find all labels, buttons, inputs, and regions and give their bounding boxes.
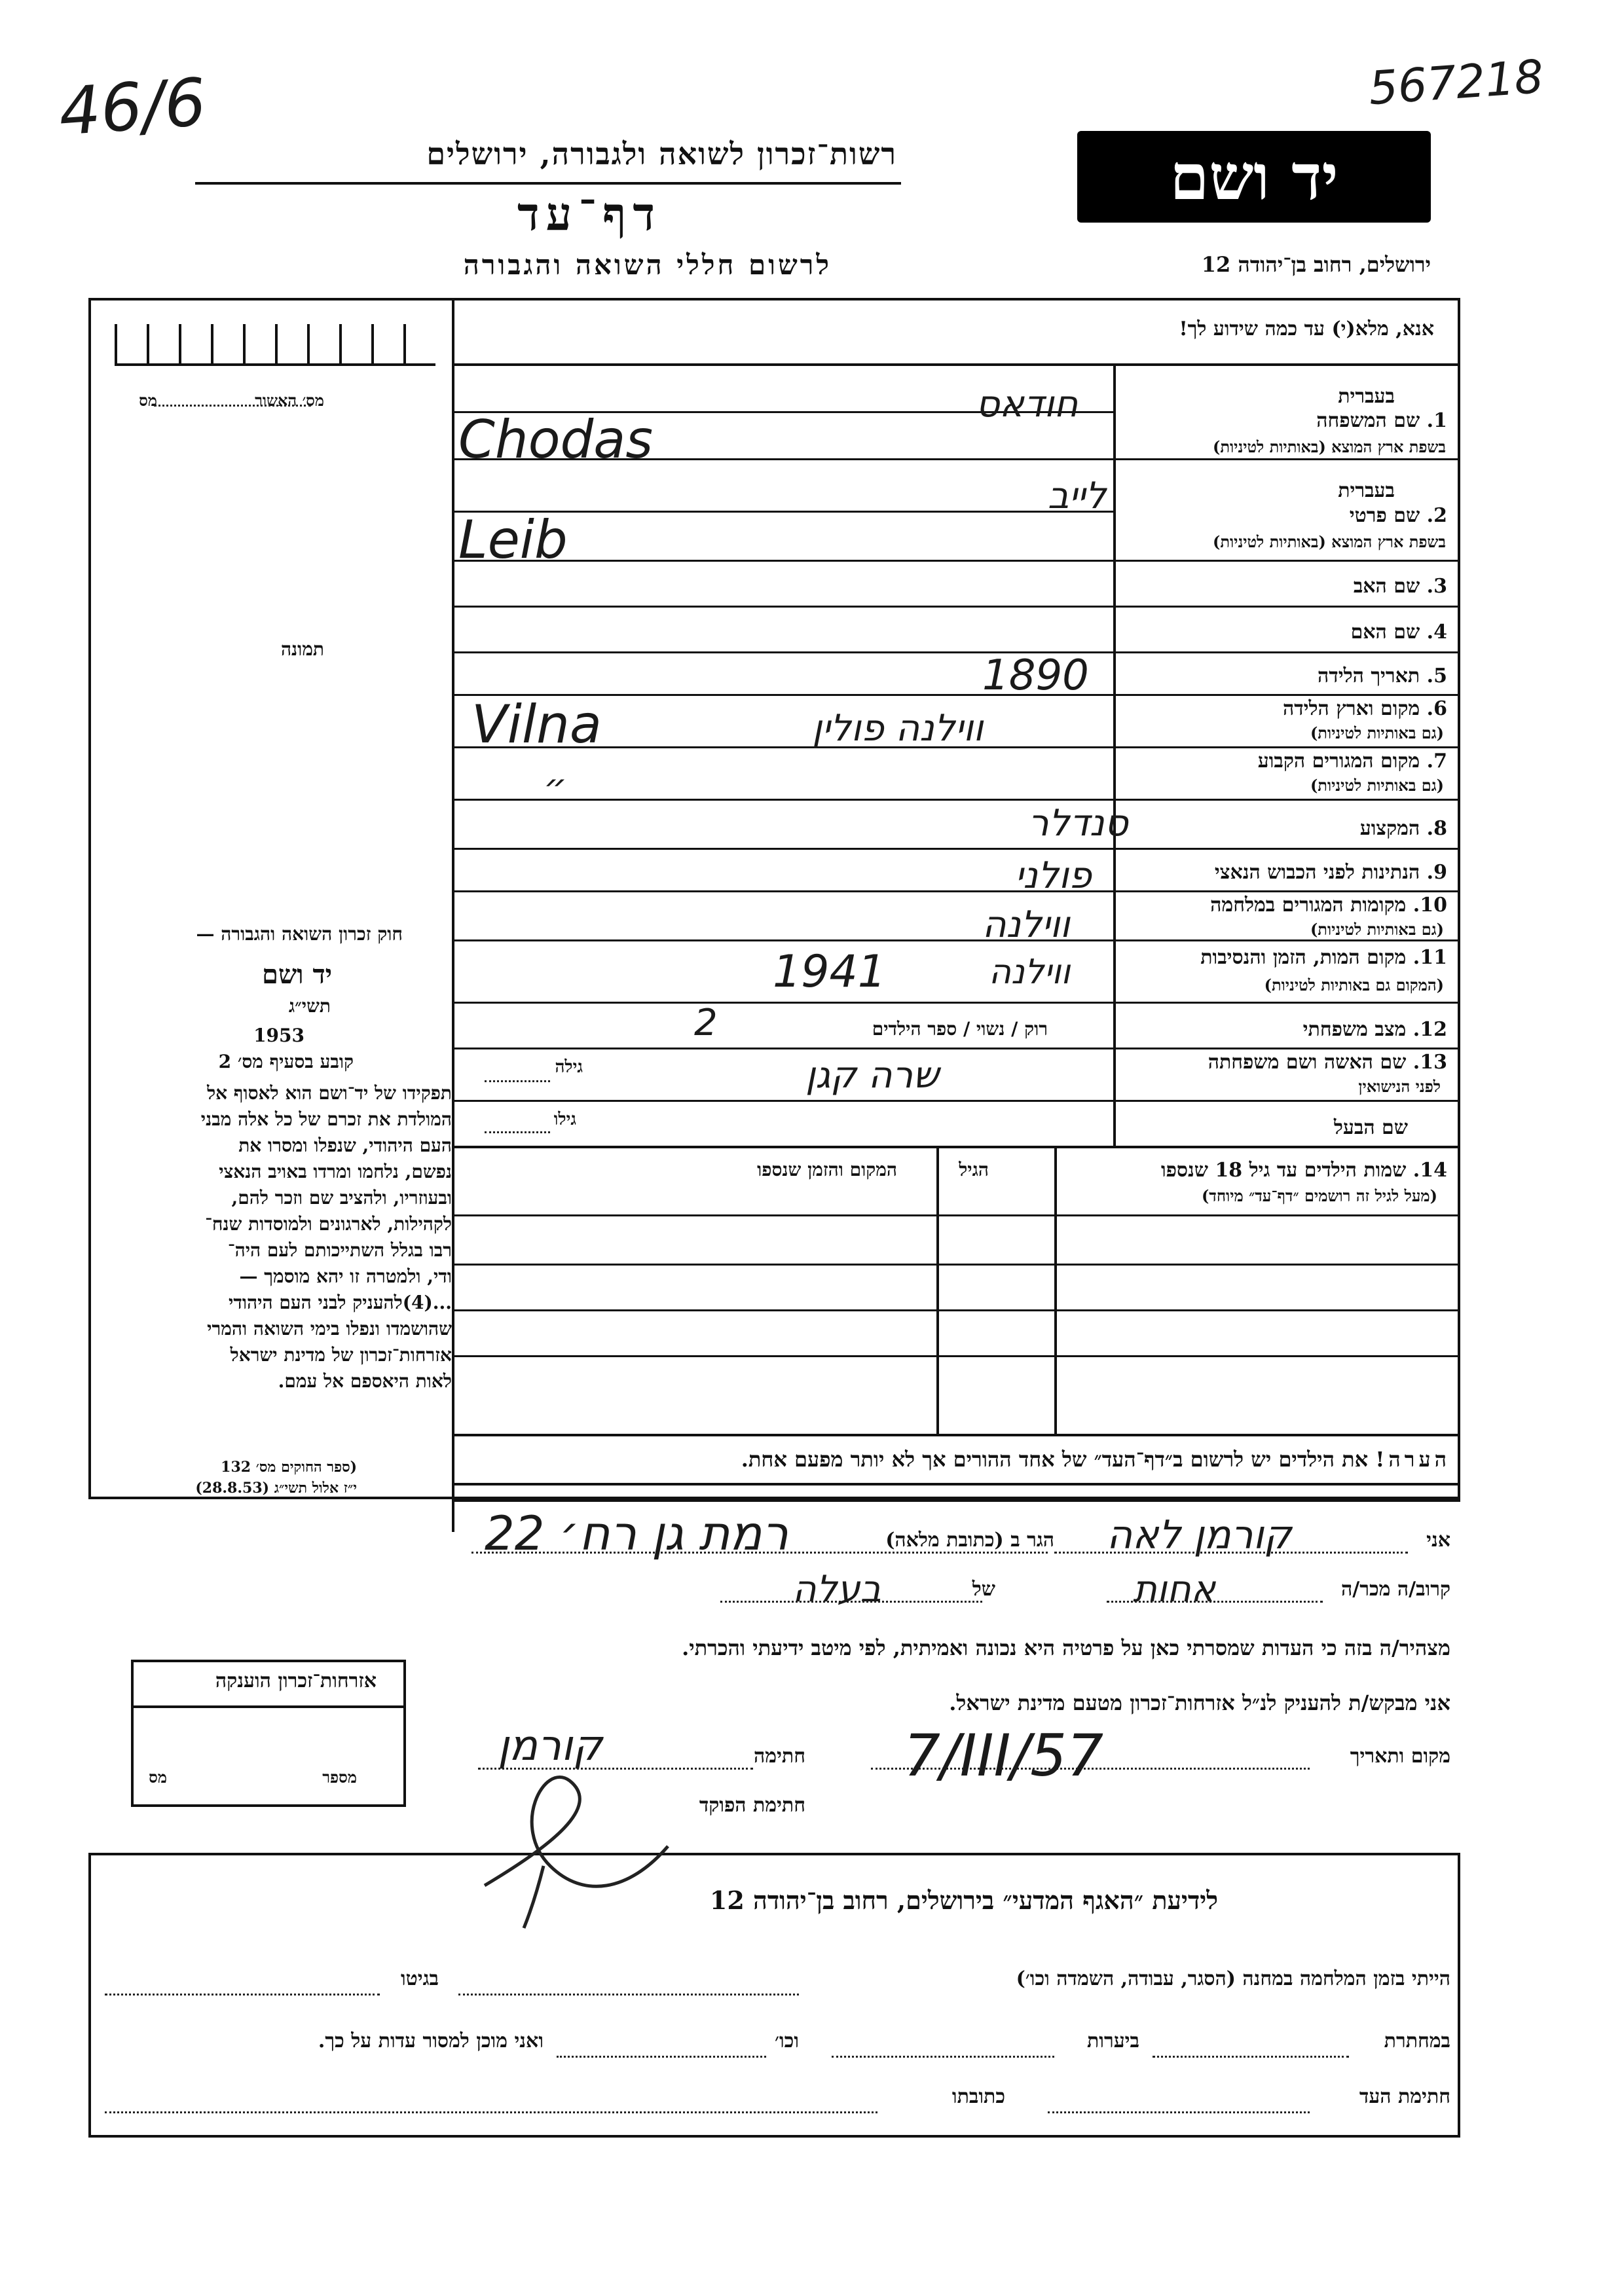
children-number: 14. — [1412, 1159, 1447, 1182]
declarant-relative: קרוב/ה מכר/ה — [1341, 1578, 1450, 1601]
field-10-number: 10. — [1412, 894, 1447, 917]
row-line-3 — [454, 606, 1460, 608]
row-line-4 — [454, 651, 1460, 653]
form-subtitle: לרשום חללי השואה והגבורה — [463, 249, 832, 281]
field-2-heb: בעברית — [1338, 479, 1395, 502]
children-row-1 — [454, 1214, 1460, 1216]
col-age: הגיל — [959, 1159, 989, 1180]
law-logo — [262, 959, 332, 990]
hw-surname-lat: Chodas — [458, 409, 653, 470]
footer-ready: ואני מוכן למסור עדות על כך. — [318, 2030, 544, 2052]
law-line-8: ודי, ולמטרה זו יהא מוסמך — — [239, 1266, 452, 1287]
hw-wife: שרה קגן — [805, 1054, 939, 1097]
hw-date: 7/III/57 — [904, 1722, 1104, 1789]
hw-first-heb: לייב — [1048, 475, 1107, 517]
field-13-number: 13. — [1412, 1051, 1447, 1074]
field-9-label — [1215, 861, 1447, 884]
field-5-label — [1318, 665, 1447, 687]
hw-profession: סנדלר — [1028, 802, 1128, 845]
law-line-12: לאות היאספם אל עמם. — [278, 1370, 452, 1392]
footer-underground: במחתרת — [1384, 2030, 1450, 2052]
citizenship-no: מס — [149, 1768, 167, 1787]
law-logo-text: יד ושם — [262, 959, 333, 990]
signature-flourish — [471, 1768, 720, 1931]
children-note: (מעל לגיל זה רושמים ״דף־עד״ מיוחד) — [1201, 1186, 1437, 1205]
field-8-text: המקצוע — [1359, 817, 1420, 840]
authority-underline — [195, 182, 901, 185]
field-8-number: 8. — [1426, 817, 1447, 840]
field-10-text: מקומות המגורים במלחמה — [1210, 894, 1407, 917]
declarant-i: אני — [1426, 1529, 1450, 1552]
field-3-text: שם האב — [1353, 575, 1420, 598]
row-line-7 — [454, 799, 1460, 801]
husband-age-label: גילו — [553, 1110, 576, 1129]
wife-age-field[interactable] — [485, 1080, 550, 1082]
partisans-field[interactable] — [832, 2056, 1054, 2058]
field-10-note: (גם באותיות לטיניות) — [1310, 920, 1444, 939]
logo-text: יד ושם — [1170, 139, 1338, 214]
hw-declarant-name: קורמן לאה — [1107, 1512, 1292, 1558]
field-11-note: (המקום גם באותיות לטיניות) — [1264, 975, 1444, 994]
law-line-2: המולדת את זכרם של כל אלה מבני — [200, 1108, 452, 1130]
row-line-8 — [454, 848, 1460, 850]
field-4-number: 4. — [1426, 621, 1447, 644]
children-row-3 — [454, 1309, 1460, 1311]
row-line-2 — [454, 560, 1460, 562]
husband-label: שם הבעל — [1333, 1116, 1408, 1139]
hw-birth-place-heb: ווילנה פולין — [812, 707, 984, 750]
law-line-3: העם היהודי, שנפלו ומסרו את — [238, 1135, 452, 1156]
photo-label: תמונה — [280, 638, 324, 660]
field-2-text: שם פרטי — [1349, 504, 1420, 527]
hw-residence: ״ — [544, 766, 568, 809]
law-section: קובע בסעיף מס׳ 2 — [218, 1051, 354, 1072]
hw-surname-heb: חודאס — [976, 383, 1079, 426]
law-line-5: ובעוזריו, ולהציב שם וזכר להם, — [231, 1187, 452, 1209]
husband-age-field[interactable] — [485, 1131, 550, 1133]
stamp-number: 567218 — [1367, 49, 1545, 116]
hw-war-residence: ווילנה — [982, 903, 1070, 946]
hw-nationality: פולני — [1015, 854, 1092, 897]
children-row-2 — [454, 1264, 1460, 1266]
ghetto-field[interactable] — [105, 1994, 380, 1995]
field-13-label — [1208, 1051, 1447, 1074]
hw-first-lat: Leib — [458, 509, 568, 570]
law-line-11: אזרחות־זכרון של מדינת ישראל — [230, 1344, 452, 1366]
footer-address: כתובתו — [951, 2085, 1005, 2108]
law-heading: חוק זכרון השואה והגבורה — — [196, 923, 403, 945]
field-1-label — [1316, 409, 1447, 432]
field-2-number: 2. — [1426, 504, 1447, 527]
row-line-13 — [454, 1100, 1460, 1102]
marital-options: רוק / נשוי / ספר הילדים — [872, 1018, 1048, 1040]
hw-relation-of: בעלה — [792, 1568, 881, 1611]
footer-partisans: ביערות — [1086, 2030, 1139, 2052]
hw-death-place: ווילנה — [989, 953, 1071, 992]
handwritten-reference: 46/6 — [56, 64, 209, 151]
field-2-note: בשפת ארץ המוצא (באותיות לטיניות) — [1213, 532, 1446, 551]
hw-address: רמת גן רח׳ 22 — [485, 1506, 789, 1561]
approval-label: מס׳ האשור — [255, 391, 324, 410]
approval-no: מס — [139, 391, 157, 410]
place-date-label: מקום ותאריך — [1350, 1745, 1450, 1768]
witness-signature-field[interactable] — [1048, 2111, 1310, 2113]
row-line-10 — [454, 939, 1460, 941]
hw-birth-place-lat: Vilna — [471, 694, 602, 755]
field-12-number: 12. — [1412, 1018, 1447, 1041]
field-5-text: תאריך הלידה — [1318, 665, 1420, 687]
camp-field[interactable] — [458, 1994, 799, 1995]
field-9-number: 9. — [1426, 861, 1447, 884]
footer-heading: לידיעת ״האגף המדעי״ בירושלים, רחוב בן־יהודה 12 — [709, 1886, 1218, 1915]
row-line-9 — [454, 890, 1460, 892]
hw-signature: קורמן — [498, 1722, 602, 1770]
request-line: אנא, מלא(י) עד כמה שידוע לך! — [1179, 318, 1434, 340]
note-underline — [454, 1483, 1460, 1485]
witness-signature-label: חתימת העד — [1359, 2085, 1450, 2108]
field-11-text: מקום המות, הזמן והנסיבות — [1200, 946, 1407, 969]
row-line-12 — [454, 1048, 1460, 1049]
field-13-note: לפני הנישואין — [1358, 1077, 1441, 1096]
children-col-1 — [936, 1146, 939, 1434]
row-line-11 — [454, 1002, 1460, 1004]
field-5-number: 5. — [1426, 665, 1447, 687]
declarant-of: של — [972, 1578, 995, 1601]
officer-signature-label: חתימת הפוקד — [699, 1794, 805, 1817]
col-place: המקום והזמן שנספו — [757, 1159, 897, 1180]
field-4-text: שם האם — [1350, 621, 1420, 644]
hw-relation: אחות — [1133, 1568, 1216, 1611]
field-3-label — [1354, 575, 1447, 598]
declarant-top-line — [454, 1499, 1460, 1502]
law-line-6: לקהילות, לארגונים ולמוסדות שנח־ — [205, 1213, 452, 1235]
law-line-10: שהושמדו ונפלו בימי השואה והמרי — [207, 1318, 452, 1339]
field-3-number: 3. — [1426, 575, 1447, 598]
law-line-4: נפשם, נלחמו ומרדו באויב הנאצי — [219, 1161, 452, 1182]
citizenship-number: מספר — [322, 1768, 357, 1787]
children-count: 2 — [694, 1002, 718, 1044]
field-7-text: מקום המגורים הקבוע — [1257, 750, 1420, 773]
field-4-label — [1351, 621, 1447, 644]
field-13-text: שם האשה ושם משפחתה — [1208, 1051, 1407, 1074]
field-1-text: שם המשפחה — [1316, 409, 1420, 432]
left-column-divider — [452, 298, 454, 1532]
field-7-number: 7. — [1426, 750, 1447, 773]
approval-field[interactable] — [154, 405, 311, 407]
field-11-number: 11. — [1412, 946, 1447, 969]
other-field[interactable] — [557, 2056, 766, 2058]
authority-name: רשות־זכרון לשואה ולגבורה, ירושלים — [426, 136, 897, 172]
footer-line-1: הייתי בזמן המלחמה במחנה (הסגר, עבודה, השמדה וכו׳) — [1016, 1967, 1450, 1990]
field-1-number: 1. — [1426, 409, 1447, 432]
field-6-label — [1283, 697, 1447, 720]
note-title: הערה! — [1375, 1447, 1450, 1472]
request-text: אני מבקש/ת להעניק לנ״ל אזרחות־זכרון מטעם מדינת ישראל. — [949, 1690, 1450, 1715]
law-year: 1953 — [253, 1025, 304, 1046]
note-text: את הילדים יש לרשום ב״דף־העד״ של אחד ההורים אך לא יותר מפעם אחת. — [741, 1447, 1369, 1472]
field-7-label — [1258, 750, 1447, 773]
hw-birth-year: 1890 — [982, 651, 1089, 700]
citizenship-title: אזרחות־זכרון הוענקה — [215, 1669, 377, 1692]
field-8-label — [1360, 817, 1447, 840]
field-6-note: (גם באותיות לטיניות) — [1310, 723, 1444, 742]
children-row-4 — [454, 1355, 1460, 1357]
field-6-text: מקום וארץ הלידה — [1282, 697, 1420, 720]
field-1-note: בשפת ארץ המוצא (באותיות לטיניות) — [1213, 437, 1446, 456]
field-12-text: מצב משפחתי — [1302, 1018, 1407, 1041]
field-10-label — [1210, 894, 1447, 917]
law-year-heb: תשי״ג — [288, 995, 331, 1017]
note-line — [741, 1447, 1450, 1472]
field-2-label — [1350, 504, 1447, 527]
field-6-number: 6. — [1426, 697, 1447, 720]
labels-divider — [1113, 363, 1116, 1146]
law-body — [92, 1080, 452, 1394]
form-title: דף־עד — [517, 187, 661, 241]
field-11-label — [1200, 946, 1447, 969]
address-header: ירושלים, רחוב בן־יהודה 12 — [1201, 252, 1431, 277]
law-source-2: י״ז אלול תשי״ג (28.8.53) — [195, 1480, 357, 1497]
field-1-heb: בעברית — [1338, 385, 1395, 408]
approval-boxes — [115, 324, 435, 366]
field-7-note: (גם באותיות לטיניות) — [1310, 776, 1444, 795]
underground-field[interactable] — [1153, 2056, 1349, 2058]
hw-death-year: 1941 — [773, 946, 887, 998]
declare-text: מצהיר/ה בזה כי העדות שמסרתי כאן על פרטיה היא נכונה ואמיתית, לפי מיטב ידיעתי והכרתי. — [682, 1635, 1450, 1660]
row-line-14 — [454, 1146, 1460, 1148]
field-12-label — [1303, 1018, 1447, 1041]
law-line-9: ...(4)להעניק לבני העם היהודי — [229, 1292, 452, 1313]
footer-ghetto: בגיטו — [400, 1967, 439, 1990]
children-title-text: שמות הילדים עד גיל 18 שנספו — [1160, 1159, 1407, 1182]
request-line-underline — [454, 363, 1460, 366]
law-source-1: (ספר החוקים מס׳ 132 — [221, 1459, 357, 1476]
wife-age-label: גילה — [555, 1057, 583, 1077]
declarant-lives: הגר ב (כתובת מלאה) — [885, 1529, 1054, 1552]
yad-vashem-logo — [1077, 131, 1431, 223]
children-title — [1161, 1159, 1447, 1182]
row-line-5 — [454, 694, 1460, 696]
children-row-5 — [454, 1434, 1460, 1436]
law-line-1: תפקידו של יד־ושם הוא לאסוף אל — [207, 1082, 452, 1104]
law-line-7: רבו בגלל השתייכותם לעם היה־ — [227, 1239, 452, 1261]
footer-other: וכו׳ — [775, 2030, 799, 2052]
signature-label: חתימה — [754, 1745, 805, 1768]
field-9-text: הנתינות לפני הכבוש הנאצי — [1214, 861, 1420, 884]
children-col-2 — [1054, 1146, 1057, 1434]
witness-address-field[interactable] — [105, 2111, 877, 2113]
citizenship-box-divider — [131, 1705, 406, 1708]
